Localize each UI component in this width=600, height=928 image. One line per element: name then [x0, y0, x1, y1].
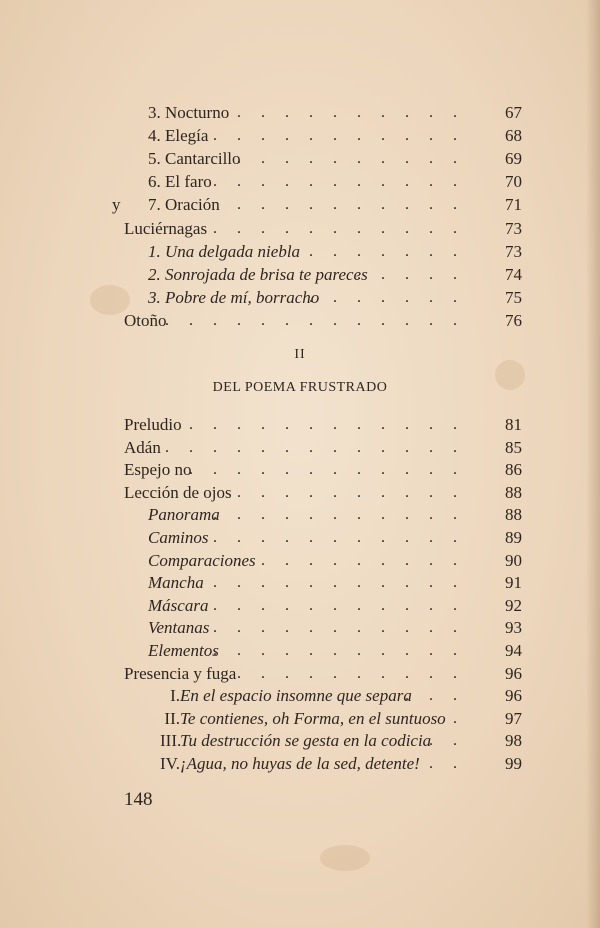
- toc-entry-title: 2. Sonrojada de brisa te pareces: [148, 264, 368, 284]
- toc-entry-page-number: 68: [505, 126, 522, 146]
- toc-entry: [0, 729, 600, 753]
- toc-entry-title: 1. Una delgada niebla: [148, 241, 301, 261]
- toc-entry: [0, 263, 600, 287]
- toc-entry-title: Otoño: [124, 310, 167, 330]
- toc-entry: [0, 240, 600, 264]
- toc-entry-prefix: y: [112, 195, 121, 215]
- paper-stain: [320, 845, 370, 871]
- toc-entry: [0, 124, 600, 148]
- toc-entry-page-number: 88: [505, 505, 522, 525]
- toc-entry-numeral: I.: [170, 686, 180, 706]
- toc-entry: [0, 707, 600, 731]
- toc-entry-title: Elementos: [148, 641, 219, 660]
- toc-entry-page-number: 89: [505, 528, 522, 547]
- toc-entry-page-number: 88: [505, 482, 522, 502]
- toc-entry: [0, 217, 600, 241]
- toc-entry-title: 3. Nocturno: [148, 103, 230, 122]
- toc-entry-numeral: III.: [160, 731, 182, 751]
- toc-entry-leader-dots: . . . . . . . . . .: [237, 551, 465, 569]
- toc-entry-leader-dots: . . . . . . . . . . .: [213, 596, 465, 614]
- toc-entry-page-number: 81: [505, 415, 522, 434]
- toc-entry-page-number: 85: [505, 437, 522, 457]
- toc-entry-page-number: 73: [505, 218, 522, 238]
- toc-entry: [0, 526, 600, 550]
- toc-entry-leader-dots: . . . . . . . . . . .: [213, 642, 465, 659]
- toc-entry-numeral: II.: [164, 708, 180, 728]
- toc-entry-title: Espejo no: [124, 460, 192, 480]
- toc-entry: [0, 193, 600, 217]
- toc-entry: [0, 571, 600, 595]
- toc-entry-leader-dots: . . . . . . . . . . .: [213, 529, 465, 546]
- toc-entry-title: Adán: [124, 437, 161, 457]
- toc-entry-page-number: 76: [505, 310, 522, 330]
- toc-entry-leader-dots: . . . . . . . . . . .: [213, 219, 465, 237]
- toc-entry-leader-dots: . . . . . . . . . .: [237, 104, 465, 121]
- toc-entry-title: 4. Elegía: [148, 126, 209, 146]
- toc-entry: [0, 458, 600, 482]
- toc-entry-leader-dots: . . . . .: [357, 265, 465, 283]
- toc-entry: [0, 286, 600, 310]
- toc-entry: [0, 413, 600, 437]
- toc-entry-leader-dots: . . . . . . . . . . . . .: [165, 311, 465, 329]
- toc-entry-leader-dots: . . . . . . . . . . . .: [189, 461, 465, 479]
- toc-entry-title: 3. Pobre de mí, borracho: [148, 287, 320, 307]
- toc-entry-page-number: 97: [505, 708, 522, 728]
- toc-entry-page-number: 86: [505, 460, 522, 480]
- toc-entry-leader-dots: . . . . . . . . . . . .: [189, 416, 465, 433]
- toc-entry-title: Mancha: [148, 573, 204, 593]
- toc-entry-title: 5. Cantarcillo: [148, 149, 241, 169]
- page-number-folio: 148: [124, 789, 153, 810]
- toc-entry: [0, 616, 600, 640]
- toc-entry-page-number: 99: [505, 754, 522, 773]
- toc-entry-leader-dots: . .: [429, 732, 465, 750]
- toc-entry-page-number: 94: [505, 641, 522, 660]
- toc-entry-leader-dots: . . . . . . . . . .: [237, 483, 465, 501]
- toc-entry: [0, 662, 600, 686]
- toc-entry-title: Te contienes, oh Forma, en el suntuoso: [180, 708, 446, 728]
- toc-entry-page-number: 92: [505, 595, 522, 615]
- toc-entry-page-number: 71: [505, 195, 522, 215]
- toc-entry-title: Luciérnagas: [124, 218, 208, 238]
- toc-entry-page-number: 74: [505, 264, 522, 284]
- toc-entry: [0, 436, 600, 460]
- toc-entry-title: 6. El faro: [148, 172, 212, 192]
- toc-entry: [0, 170, 600, 194]
- toc-entry-page-number: 98: [505, 731, 522, 751]
- toc-entry-title: Preludio: [124, 415, 182, 434]
- toc-entry: [0, 594, 600, 618]
- toc-entry-title: En el espacio insomne que separa: [180, 686, 412, 706]
- toc-entry: [0, 101, 600, 125]
- toc-entry-leader-dots: . .: [429, 755, 465, 772]
- toc-entry-title: Tu destrucción se gesta en la codicia: [180, 731, 432, 751]
- toc-entry-leader-dots: . . .: [405, 687, 465, 705]
- toc-entry-leader-dots: . . . . . . . . . .: [237, 196, 465, 214]
- toc-entry: [0, 147, 600, 171]
- toc-entry-title: 7. Oración: [148, 195, 220, 215]
- toc-entry: [0, 549, 600, 573]
- toc-entry-leader-dots: . . . . . . . . . . .: [213, 506, 465, 524]
- toc-entry-leader-dots: . . . . . . . . . . .: [213, 127, 465, 145]
- toc-entry-leader-dots: . . . . . . . . . .: [237, 150, 465, 168]
- toc-entry: [0, 752, 600, 776]
- toc-entry-page-number: 96: [505, 686, 522, 706]
- toc-entry: [0, 639, 600, 663]
- toc-entry: [0, 481, 600, 505]
- toc-entry-page-number: 93: [505, 618, 522, 638]
- toc-entry-leader-dots: . . . . . . .: [309, 288, 465, 306]
- toc-entry-title: Comparaciones: [148, 550, 256, 570]
- toc-entry-title: Máscara: [148, 595, 209, 615]
- toc-entry-page-number: 73: [505, 241, 522, 261]
- toc-entry-page-number: 96: [505, 663, 522, 683]
- toc-entry-title: Presencia y fuga: [124, 663, 237, 683]
- toc-entry: [0, 684, 600, 708]
- toc-entry-leader-dots: .: [453, 709, 465, 727]
- toc-entry-leader-dots: . . . . . . .: [309, 242, 465, 260]
- toc-entry-title: Lección de ojos: [124, 482, 232, 502]
- toc-entry-page-number: 70: [505, 172, 522, 192]
- toc-entry-leader-dots: . . . . . . . . . . . . .: [165, 438, 465, 456]
- toc-entry-leader-dots: . . . . . . . . . . .: [213, 574, 465, 592]
- toc-entry-page-number: 75: [505, 287, 522, 307]
- toc-entry-page-number: 90: [505, 550, 522, 570]
- toc-entry: [0, 503, 600, 527]
- toc-entry-leader-dots: . . . . . . . . . .: [237, 664, 465, 682]
- toc-entry-leader-dots: . . . . . . . . . . .: [213, 173, 465, 191]
- toc-entry-page-number: 69: [505, 149, 522, 169]
- toc-entry-title: Panorama: [148, 505, 220, 525]
- section-title: DEL POEMA FRUSTRADO: [212, 380, 388, 395]
- toc-entry-leader-dots: . . . . . . . . . . .: [213, 619, 465, 637]
- toc-entry-title: ¡Agua, no huyas de la sed, detente!: [180, 754, 420, 773]
- toc-entry: [0, 309, 600, 333]
- toc-entry-title: Ventanas: [148, 618, 210, 638]
- section-numeral: II: [294, 347, 306, 362]
- toc-entry-numeral: IV.: [160, 754, 180, 773]
- toc-entry-title: Caminos: [148, 528, 209, 547]
- toc-entry-page-number: 67: [505, 103, 522, 122]
- toc-entry-page-number: 91: [505, 573, 522, 593]
